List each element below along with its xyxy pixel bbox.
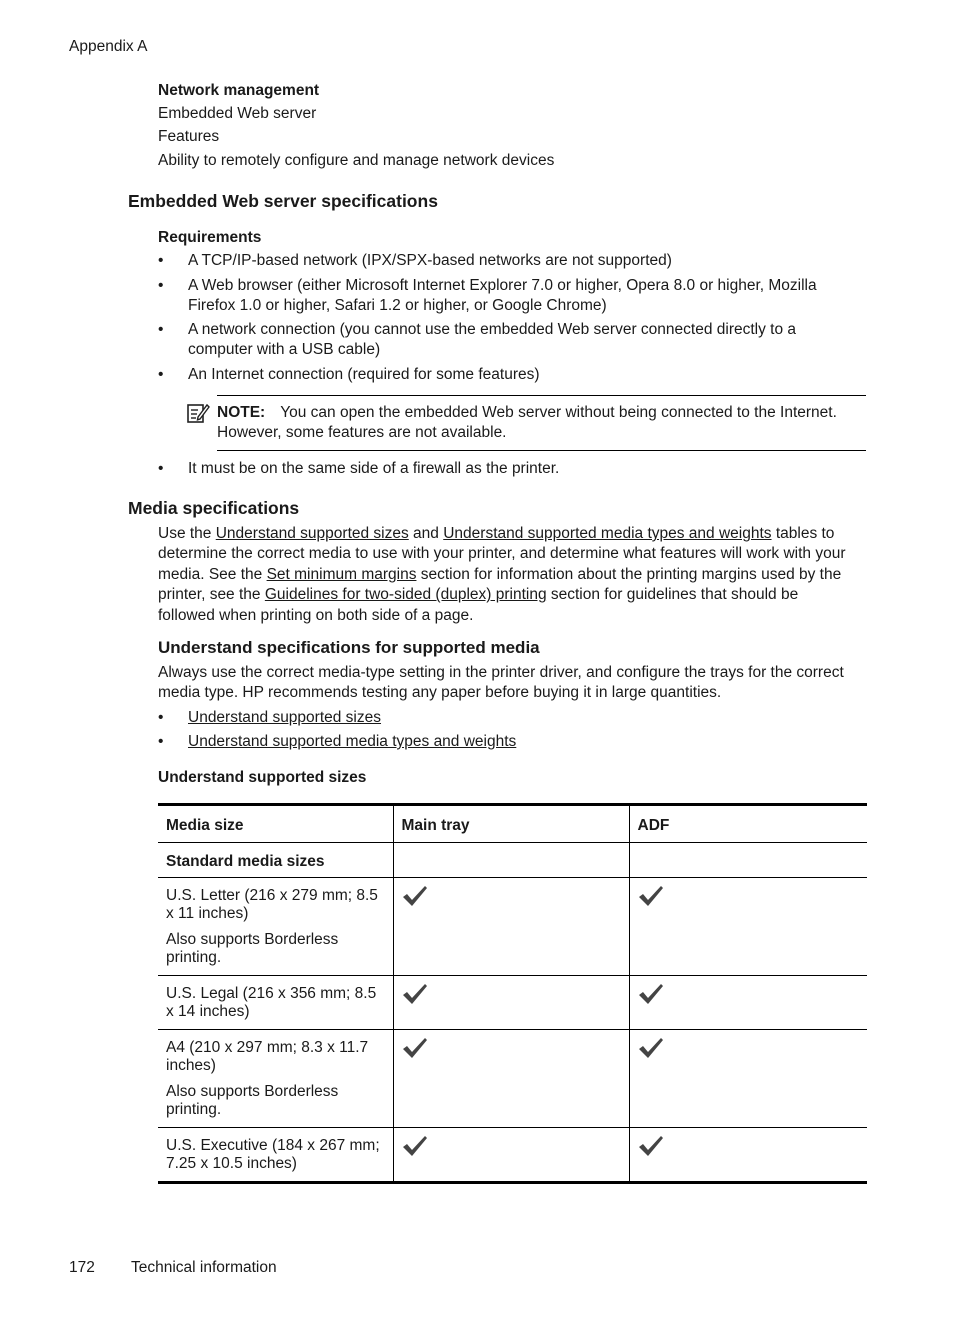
bullet-text: An Internet connection (required for some features) — [188, 366, 540, 383]
bullet-text: It must be on the same side of a firewall as the printer. — [188, 460, 560, 477]
bullet-marker: • — [158, 460, 164, 477]
link-understand-supported-sizes[interactable]: Understand supported sizes — [188, 709, 382, 726]
media-note-text: Also supports Borderless — [166, 1083, 339, 1100]
media-note-text: Also supports Borderless — [166, 931, 339, 948]
ews-specs-heading: Embedded Web server specifications — [128, 191, 438, 211]
running-header: Appendix A — [69, 38, 148, 55]
column-header: ADF — [637, 817, 670, 834]
paragraph-text: printer, see the — [158, 586, 265, 604]
section-label: Standard media sizes — [166, 853, 325, 870]
media-size-text: U.S. Letter (216 x 279 mm; 8.5 — [166, 887, 378, 904]
media-note-text: printing. — [166, 1101, 222, 1118]
link-understand-supported-sizes[interactable]: Understand supported sizes — [215, 525, 409, 542]
page-number: 172 — [69, 1259, 95, 1276]
note-text: You can open the embedded Web server without being connected to the Internet. — [280, 404, 837, 421]
paragraph-text: followed when printing on both side of a page. — [158, 606, 474, 624]
sizes-table-heading: Understand supported sizes — [158, 769, 367, 786]
media-size-text: A4 (210 x 297 mm; 8.3 x 11.7 — [166, 1039, 369, 1056]
media-size-text: x 14 inches) — [166, 1003, 250, 1020]
note-icon — [186, 401, 210, 425]
checkmark-icon — [402, 983, 428, 1005]
checkmark-icon — [402, 885, 428, 907]
bullet-text: A Web browser (either Microsoft Internet Explorer 7.0 or higher, Opera 8.0 or higher, Mozilla — [188, 277, 817, 294]
paragraph-text: Always use the correct media-type setting in the printer driver, and configure the trays for the correct — [158, 664, 844, 681]
media-size-text: x 11 inches) — [166, 905, 249, 922]
bullet-marker: • — [158, 252, 164, 269]
paragraph-text: media type. HP recommends testing any paper before buying it in large quantities. — [158, 684, 722, 701]
bullet-marker: • — [158, 277, 164, 294]
table-row — [158, 1128, 867, 1183]
link-set-minimum-margins[interactable]: Set minimum margins — [266, 565, 417, 583]
checkmark-icon — [638, 1037, 664, 1059]
link-duplex-guidelines[interactable]: Guidelines for two-sided (duplex) printing — [264, 586, 547, 604]
bullet-text: Firefox 1.0 or higher, Safari 1.2 or higher, or Google Chrome) — [188, 297, 607, 314]
checkmark-icon — [638, 983, 664, 1005]
network-management-line: Ability to remotely configure and manage network devices — [158, 152, 555, 169]
media-note-text: printing. — [166, 949, 222, 966]
table-section-row — [158, 843, 867, 878]
note-text: However, some features are not available. — [217, 424, 507, 441]
bullet-marker: • — [158, 366, 164, 383]
link-understand-media-types[interactable]: Understand supported media types and weights — [443, 525, 772, 542]
checkmark-icon — [638, 885, 664, 907]
paragraph-text: tables to — [771, 525, 835, 542]
media-size-text: U.S. Legal (216 x 356 mm; 8.5 — [166, 985, 377, 1002]
note-label: NOTE: — [217, 404, 266, 421]
media-size-text: inches) — [166, 1057, 216, 1074]
paragraph-text: Use the — [158, 525, 216, 542]
table-header-row — [158, 805, 867, 843]
column-header: Media size — [166, 817, 244, 834]
bullet-marker: • — [158, 709, 164, 726]
table-row — [158, 1030, 867, 1128]
media-specs-heading: Media specifications — [128, 498, 300, 518]
network-management-line: Embedded Web server — [158, 105, 317, 122]
bullet-marker: • — [158, 733, 164, 750]
understand-specs-heading: Understand specifications for supported media — [158, 638, 540, 657]
checkmark-icon — [402, 1037, 428, 1059]
table-row — [158, 976, 867, 1030]
paragraph-text: determine the correct media to use with your printer, and determine what features will work with your — [158, 545, 846, 563]
note-box — [217, 395, 866, 451]
bullet-text: computer with a USB cable) — [188, 341, 381, 358]
media-size-text: U.S. Executive (184 x 267 mm; — [166, 1137, 380, 1154]
requirements-label: Requirements — [158, 229, 262, 246]
checkmark-icon — [638, 1135, 664, 1157]
paragraph-text: section for information about the printing margins used by the — [416, 565, 842, 583]
table-row — [158, 878, 867, 976]
media-specs-paragraph — [158, 524, 868, 626]
paragraph-text: and — [408, 525, 444, 542]
bullet-text: A network connection (you cannot use the embedded Web server connected directly to a — [188, 321, 797, 338]
media-size-text: 7.25 x 10.5 inches) — [166, 1155, 297, 1172]
paragraph-text: media. See the — [158, 565, 267, 583]
network-management-line: Features — [158, 128, 220, 145]
checkmark-icon — [402, 1135, 428, 1157]
bullet-text: A TCP/IP-based network (IPX/SPX-based networks are not supported) — [188, 252, 672, 269]
footer-section: Technical information — [131, 1259, 277, 1276]
link-understand-media-types[interactable]: Understand supported media types and weights — [188, 733, 517, 750]
bullet-marker: • — [158, 321, 164, 338]
understand-specs-paragraph — [158, 663, 868, 703]
column-header: Main tray — [401, 817, 470, 834]
supported-sizes-table — [158, 803, 867, 1184]
network-management-title: Network management — [158, 82, 320, 99]
paragraph-text: section for guidelines that should be — [546, 586, 799, 604]
